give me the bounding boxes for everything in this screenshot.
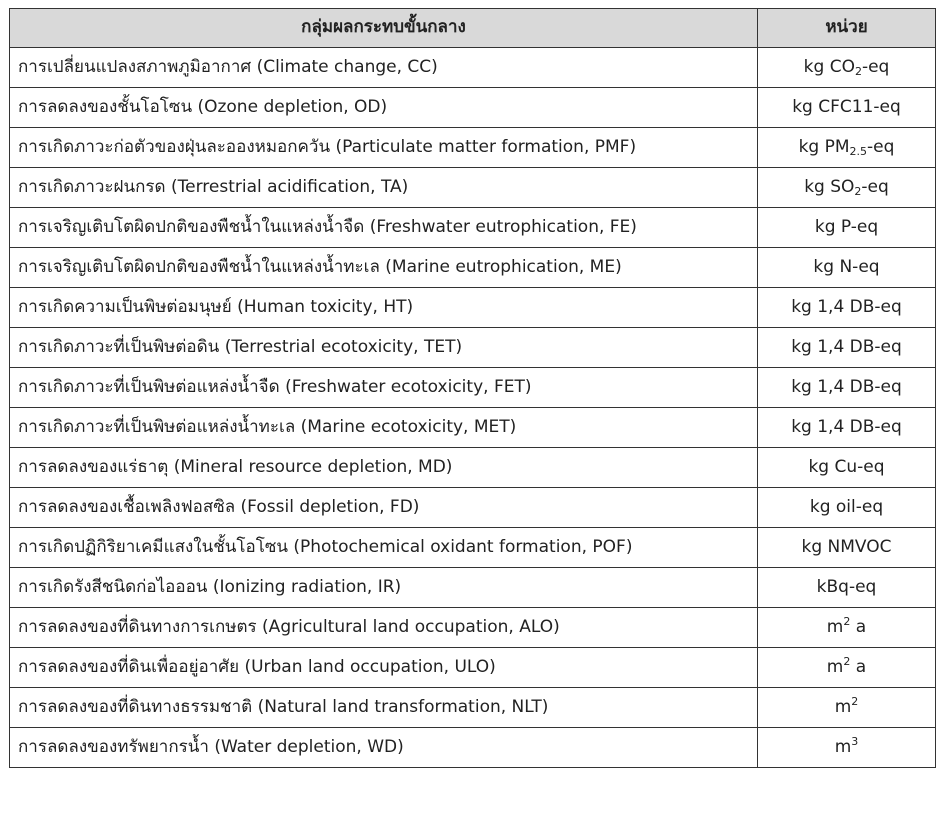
unit-text: kg oil-eq <box>809 496 884 517</box>
unit-text: kg N-eq <box>813 256 880 277</box>
impact-category-cell: การลดลงของที่ดินเพื่ออยู่อาศัย (Urban land occupation, ULO) <box>10 648 758 688</box>
impact-category-cell: การลดลงของที่ดินทางธรรมชาติ (Natural land transformation, NLT) <box>10 688 758 728</box>
unit-text: a <box>850 656 867 677</box>
unit-cell <box>758 688 936 728</box>
impact-category-cell: การเกิดปฏิกิริยาเคมีแสงในชั้นโอโซน (Photochemical oxidant formation, POF) <box>10 528 758 568</box>
table-row <box>10 288 936 328</box>
unit-cell <box>758 488 936 528</box>
unit-text: kg 1,4 DB-eq <box>791 416 902 437</box>
unit-text: kBq-eq <box>816 576 877 597</box>
table-body <box>10 48 936 768</box>
unit-cell <box>758 448 936 488</box>
unit-cell <box>758 368 936 408</box>
table-row <box>10 88 936 128</box>
table-row <box>10 208 936 248</box>
unit-cell <box>758 728 936 768</box>
table-row <box>10 688 936 728</box>
table-row <box>10 728 936 768</box>
impact-category-cell: การลดลงของที่ดินทางการเกษตร (Agricultural land occupation, ALO) <box>10 608 758 648</box>
unit-text: kg PM <box>798 136 850 157</box>
impact-category-cell: การเจริญเติบโตผิดปกติของพืชน้ำในแหล่งน้ำทะเล (Marine eutrophication, ME) <box>10 248 758 288</box>
unit-subscript: 2.5 <box>849 144 868 158</box>
unit-text: m <box>826 616 844 637</box>
table-row <box>10 528 936 568</box>
unit-cell <box>758 408 936 448</box>
unit-text: a <box>850 616 867 637</box>
unit-text: m <box>834 736 852 757</box>
impact-category-cell: การเกิดรังสีชนิดก่อไอออน (Ionizing radiation, IR) <box>10 568 758 608</box>
table-row <box>10 328 936 368</box>
unit-subscript: 2 <box>854 64 862 78</box>
unit-superscript: 2 <box>843 654 851 668</box>
impact-category-cell: การลดลงของชั้นโอโซน (Ozone depletion, OD) <box>10 88 758 128</box>
impact-category-cell: การลดลงของแร่ธาตุ (Mineral resource depletion, MD) <box>10 448 758 488</box>
impact-category-cell: การเจริญเติบโตผิดปกติของพืชน้ำในแหล่งน้ำจืด (Freshwater eutrophication, FE) <box>10 208 758 248</box>
unit-cell <box>758 328 936 368</box>
table-header-row <box>10 9 936 48</box>
unit-text: kg 1,4 DB-eq <box>791 296 902 317</box>
table-row <box>10 568 936 608</box>
unit-cell <box>758 128 936 168</box>
unit-text: -eq <box>867 136 895 157</box>
table-row <box>10 48 936 88</box>
impact-category-table <box>9 8 936 768</box>
unit-cell <box>758 648 936 688</box>
impact-category-cell: การลดลงของทรัพยากรน้ำ (Water depletion, WD) <box>10 728 758 768</box>
unit-text: kg CO <box>803 56 855 77</box>
unit-cell <box>758 208 936 248</box>
impact-category-cell: การเปลี่ยนแปลงสภาพภูมิอากาศ (Climate change, CC) <box>10 48 758 88</box>
unit-text: -eq <box>861 176 889 197</box>
unit-text: kg 1,4 DB-eq <box>791 376 902 397</box>
table-row <box>10 608 936 648</box>
unit-text: kg Cu-eq <box>808 456 885 477</box>
table-row <box>10 488 936 528</box>
unit-text: kg NMVOC <box>801 536 892 557</box>
unit-text: kg 1,4 DB-eq <box>791 336 902 357</box>
unit-cell <box>758 48 936 88</box>
unit-cell <box>758 168 936 208</box>
unit-subscript: 2 <box>854 184 862 198</box>
header-unit: หน่วย <box>758 9 936 48</box>
table-row <box>10 368 936 408</box>
table-row <box>10 408 936 448</box>
unit-cell <box>758 288 936 328</box>
impact-category-cell: การเกิดภาวะที่เป็นพิษต่อแหล่งน้ำจืด (Freshwater ecotoxicity, FET) <box>10 368 758 408</box>
table-row <box>10 248 936 288</box>
unit-superscript: 3 <box>851 734 859 748</box>
unit-text: -eq <box>861 56 890 77</box>
unit-cell <box>758 608 936 648</box>
unit-cell <box>758 88 936 128</box>
header-impact-category: กลุ่มผลกระทบขั้นกลาง <box>10 9 758 48</box>
unit-text: m <box>834 696 852 717</box>
table-row <box>10 168 936 208</box>
unit-text: kg SO <box>804 176 855 197</box>
impact-category-cell: การเกิดภาวะฝนกรด (Terrestrial acidification, TA) <box>10 168 758 208</box>
unit-text: m <box>826 656 844 677</box>
impact-category-cell: การเกิดความเป็นพิษต่อมนุษย์ (Human toxicity, HT) <box>10 288 758 328</box>
unit-cell <box>758 528 936 568</box>
table-row <box>10 648 936 688</box>
impact-category-cell: การเกิดภาวะที่เป็นพิษต่อดิน (Terrestrial ecotoxicity, TET) <box>10 328 758 368</box>
impact-category-cell: การเกิดภาวะที่เป็นพิษต่อแหล่งน้ำทะเล (Marine ecotoxicity, MET) <box>10 408 758 448</box>
table-row <box>10 448 936 488</box>
table-row <box>10 128 936 168</box>
unit-text: kg CFC11-eq <box>792 96 901 117</box>
unit-superscript: 2 <box>851 694 859 708</box>
unit-superscript: 2 <box>843 614 851 628</box>
unit-cell <box>758 248 936 288</box>
impact-category-cell: การลดลงของเชื้อเพลิงฟอสซิล (Fossil depletion, FD) <box>10 488 758 528</box>
unit-text: kg P-eq <box>814 216 879 237</box>
impact-category-cell: การเกิดภาวะก่อตัวของฝุ่นละอองหมอกควัน (Particulate matter formation, PMF) <box>10 128 758 168</box>
unit-cell <box>758 568 936 608</box>
